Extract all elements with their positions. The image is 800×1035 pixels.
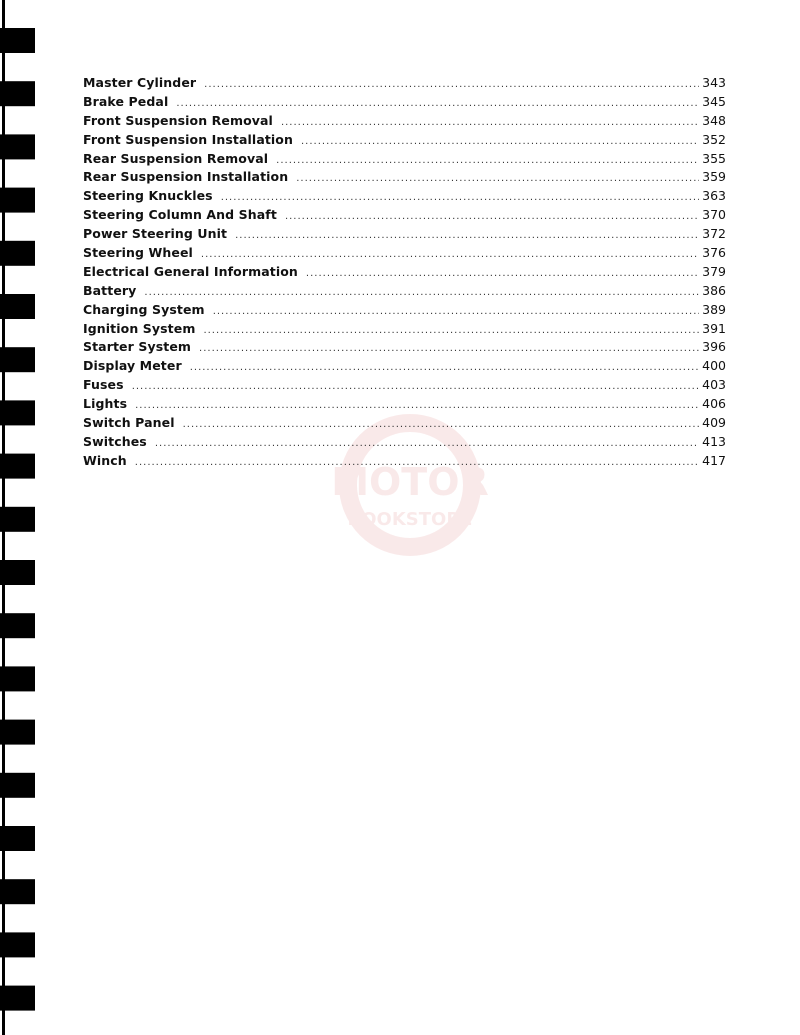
toc-entry-page-number: 345 bbox=[702, 93, 726, 109]
toc-entry bbox=[83, 75, 726, 94]
toc-entry-page-number: 379 bbox=[702, 263, 726, 279]
toc-entry-page-number: 406 bbox=[702, 396, 726, 412]
toc-entry-title: Front Suspension Installation bbox=[83, 131, 293, 147]
toc-entry-page-number: 413 bbox=[702, 433, 726, 449]
toc-entry bbox=[83, 396, 726, 415]
toc-entry-title: Starter System bbox=[83, 339, 192, 355]
toc-entry bbox=[83, 339, 726, 358]
toc-entry-page-number: 370 bbox=[702, 207, 726, 223]
binding-hole bbox=[0, 826, 35, 851]
toc-entry-page-number: 355 bbox=[702, 150, 726, 166]
toc-dot-leader bbox=[135, 457, 699, 468]
toc-entry bbox=[83, 245, 726, 264]
toc-dot-leader bbox=[204, 79, 699, 90]
toc-dot-leader bbox=[199, 343, 699, 354]
toc-entry bbox=[83, 94, 726, 113]
toc-entry-title: Steering Wheel bbox=[83, 245, 193, 261]
toc-entry-title: Rear Suspension Installation bbox=[83, 169, 289, 185]
toc-entry-page-number: 348 bbox=[702, 112, 726, 128]
toc-dot-leader bbox=[132, 381, 699, 392]
toc-entry-title: Fuses bbox=[83, 377, 124, 393]
toc-dot-leader bbox=[135, 400, 699, 411]
toc-entry-page-number: 400 bbox=[702, 358, 726, 374]
toc-entry bbox=[83, 302, 726, 321]
toc-dot-leader bbox=[235, 230, 699, 241]
toc-entry bbox=[83, 358, 726, 377]
toc-entry-title: Charging System bbox=[83, 301, 205, 317]
toc-entry-page-number: 359 bbox=[702, 169, 726, 185]
watermark-line2: BOOKSTORE bbox=[347, 509, 473, 530]
toc-entry-title: Master Cylinder bbox=[83, 75, 197, 90]
table-of-contents bbox=[83, 75, 726, 472]
toc-entry-title: Battery bbox=[83, 282, 137, 298]
toc-dot-leader bbox=[281, 117, 699, 128]
toc-entry bbox=[83, 132, 726, 151]
toc-dot-leader bbox=[190, 362, 699, 373]
toc-entry bbox=[83, 453, 726, 472]
toc-dot-leader bbox=[306, 268, 699, 279]
toc-entry-title: Winch bbox=[83, 452, 127, 468]
toc-entry-page-number: 403 bbox=[702, 377, 726, 393]
toc-dot-leader bbox=[144, 287, 699, 298]
watermark-line1: MOTOR bbox=[331, 460, 489, 504]
toc-dot-leader bbox=[203, 325, 699, 336]
binding-hole bbox=[0, 241, 35, 266]
toc-entry-title: Lights bbox=[83, 396, 128, 412]
toc-entry bbox=[83, 151, 726, 170]
toc-entry bbox=[83, 226, 726, 245]
toc-entry bbox=[83, 377, 726, 396]
binding-hole bbox=[0, 932, 35, 957]
binding-hole bbox=[0, 986, 35, 1011]
binding-edge-line bbox=[2, 0, 5, 1035]
toc-entry-title: Ignition System bbox=[83, 320, 196, 336]
binding-hole bbox=[0, 560, 35, 585]
toc-entry bbox=[83, 434, 726, 453]
binding-hole bbox=[0, 507, 35, 532]
toc-entry-title: Front Suspension Removal bbox=[83, 112, 273, 128]
toc-entry bbox=[83, 321, 726, 340]
toc-entry-title: Steering Knuckles bbox=[83, 188, 213, 204]
toc-entry-page-number: 417 bbox=[702, 452, 726, 468]
binding-hole bbox=[0, 294, 35, 319]
toc-entry-page-number: 363 bbox=[702, 188, 726, 204]
toc-entry-title: Switch Panel bbox=[83, 415, 175, 431]
toc-entry-page-number: 372 bbox=[702, 226, 726, 242]
toc-entry-title: Rear Suspension Removal bbox=[83, 150, 269, 166]
toc-dot-leader bbox=[301, 136, 699, 147]
toc-dot-leader bbox=[276, 155, 699, 166]
toc-entry-title: Steering Column And Shaft bbox=[83, 207, 277, 223]
toc-dot-leader bbox=[176, 98, 699, 109]
spiral-binding-strip bbox=[0, 0, 40, 1035]
toc-entry-title: Electrical General Information bbox=[83, 263, 298, 279]
toc-entry-page-number: 352 bbox=[702, 131, 726, 147]
toc-entry-title: Brake Pedal bbox=[83, 93, 169, 109]
binding-hole bbox=[0, 720, 35, 745]
toc-entry bbox=[83, 169, 726, 188]
toc-dot-leader bbox=[183, 419, 699, 430]
toc-entry-page-number: 409 bbox=[702, 415, 726, 431]
toc-dot-leader bbox=[285, 211, 699, 222]
toc-entry-page-number: 389 bbox=[702, 301, 726, 317]
binding-hole bbox=[0, 773, 35, 798]
toc-entry bbox=[83, 188, 726, 207]
binding-hole bbox=[0, 134, 35, 159]
toc-entry bbox=[83, 113, 726, 132]
toc-entry bbox=[83, 415, 726, 434]
binding-hole bbox=[0, 347, 35, 372]
toc-dot-leader bbox=[296, 173, 699, 184]
binding-hole bbox=[0, 879, 35, 904]
toc-entry-title: Display Meter bbox=[83, 358, 182, 374]
toc-entry-title: Power Steering Unit bbox=[83, 226, 228, 242]
binding-hole bbox=[0, 28, 35, 53]
toc-entry-title: Switches bbox=[83, 433, 147, 449]
binding-hole bbox=[0, 454, 35, 479]
toc-entry-page-number: 343 bbox=[702, 75, 726, 90]
binding-holes-graphic bbox=[0, 0, 40, 1035]
toc-dot-leader bbox=[213, 306, 699, 317]
toc-entry-page-number: 386 bbox=[702, 282, 726, 298]
toc-entry bbox=[83, 207, 726, 226]
toc-dot-leader bbox=[221, 192, 699, 203]
toc-dot-leader bbox=[155, 438, 699, 449]
binding-hole bbox=[0, 613, 35, 638]
toc-entry bbox=[83, 264, 726, 283]
toc-entry-page-number: 376 bbox=[702, 245, 726, 261]
binding-hole bbox=[0, 81, 35, 106]
toc-entry bbox=[83, 283, 726, 302]
toc-dot-leader bbox=[201, 249, 699, 260]
toc-entry-page-number: 396 bbox=[702, 339, 726, 355]
binding-hole bbox=[0, 400, 35, 425]
binding-hole bbox=[0, 666, 35, 691]
toc-entry-page-number: 391 bbox=[702, 320, 726, 336]
binding-hole bbox=[0, 188, 35, 213]
